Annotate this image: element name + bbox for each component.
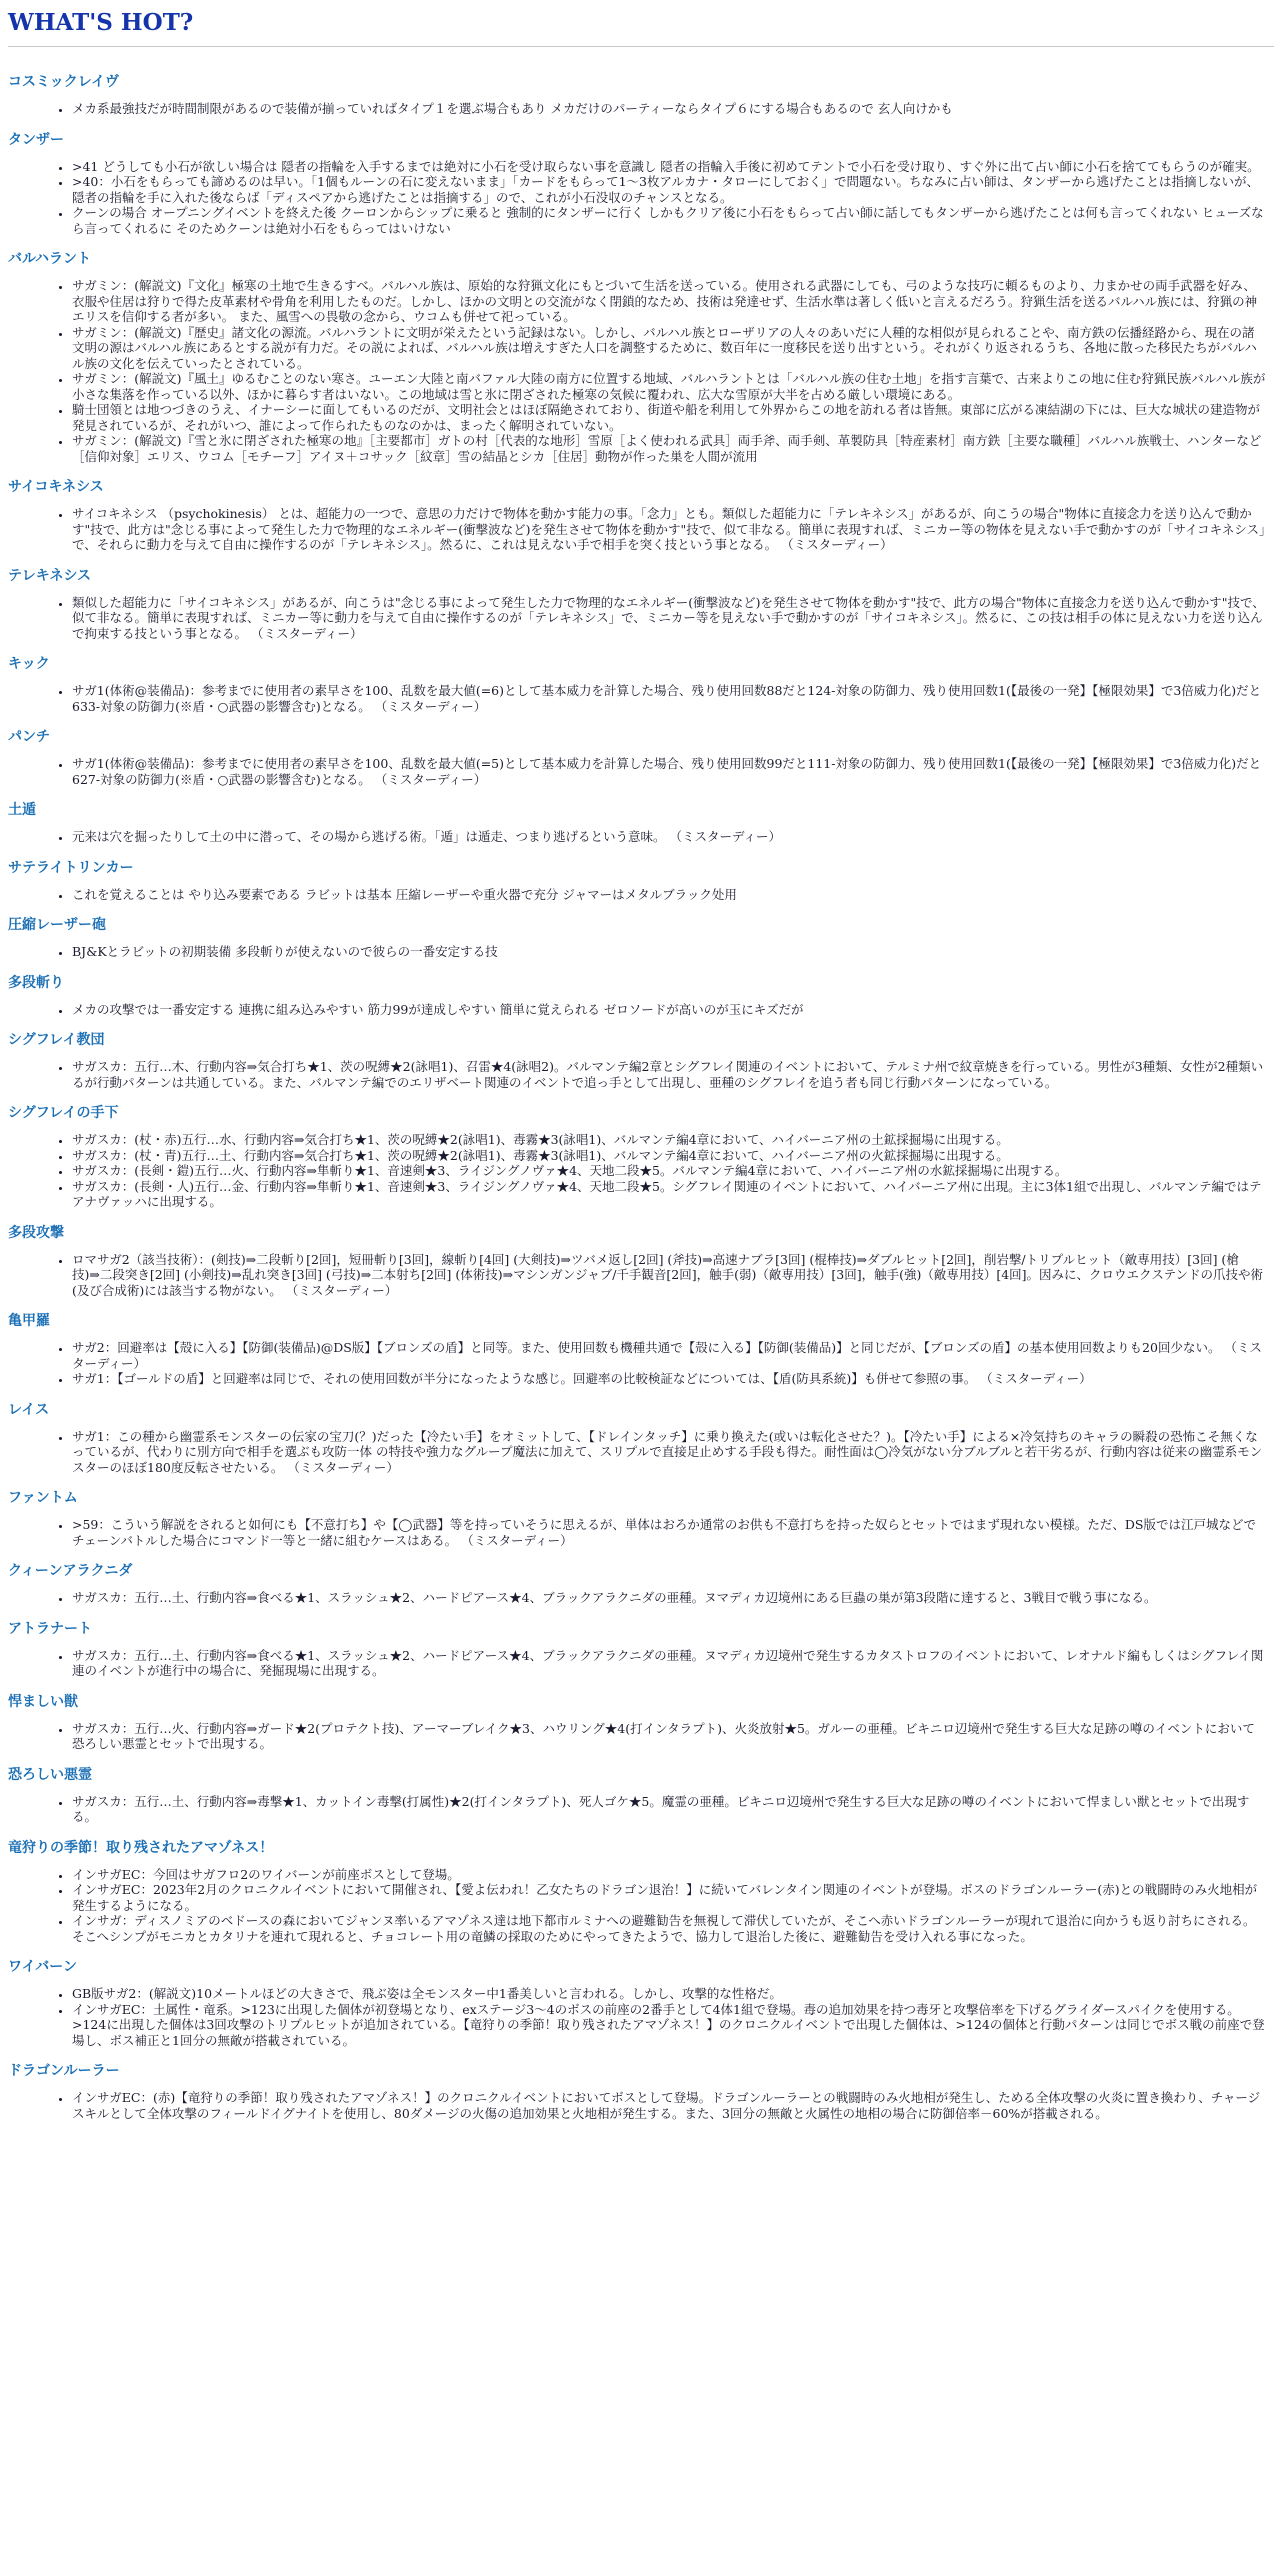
section [8,1693,1274,1752]
section-heading: ワイバーン [8,1959,78,1975]
section-list [8,278,1274,464]
section-list [8,1517,1274,1548]
list-item: • >40：小石をもらっても諦めるのは早い。「1個もルーンの石に変えないまま」「カードをもらって1～3枚アルカナ・タローにしておく」で問題ない。ちなみに占い師は、タンザーから逃げたことは指摘しないが、隠者の指輪を手に入れた後ならば「ディスペアから逃げたことは指摘する」ので、これが小石没収のチャンスとなる。 [72,174,1274,205]
list-item: • サガ1(体術@装備品)：参考までに使用者の素早さを100、乱数を最大値(=5)として基本威力を計算した場合、残り使用回数99だと111-対象の防御力、残り使用回数1(【最後の一発】【極限効果】で3倍威力化)だと627-対象の防御力(※盾・○武器の影響含む)となる。 （ミスターディー） [72,756,1274,787]
list-item: • サガミン：(解説文)『風土』ゆるむことのない寒さ。ユーエン大陸と南バファル大陸の南方に位置する地域、バルハラントとは「バルハル族の住む土地」を指す言葉で、古来よりこの地に住む狩猟民族バルハル族が小さな集落を作っている以外、ほかに暮らす者はいない。この地域は雪と氷に閉ざされた極寒の気候に覆われ、広大な雪原が大半を占める厳しい環境にある。 [72,371,1274,402]
section-list [8,595,1274,642]
list-item: • サガミン：(解説文)『文化』極寒の土地で生きるすべ。バルハル族は、原始的な狩猟文化にもとづいて生活を送っている。使用される武器にしても、弓のような技巧に頼るものより、力まかせの両手武器を好み、衣服や住居は狩りで得た皮革素材や骨角を利用したものだ。しかし、ほかの文明との交流がなく閉鎖的なため、技術は発達せず、生活水準は著しく低いと言えるだろう。狩猟生活を送るバルハル族には、狩猟の神エリスを信仰する者が多い。 また、風雪への畏敬の念から、ウコムも併せて祀っている。 [72,278,1274,325]
section-heading: 恐ろしい悪霊 [8,1766,92,1783]
list-item: • インサガ：ディスノミアのベドースの森においてジャンヌ率いるアマゾネス達は地下都市ルミナへの避難勧告を無視して滞伏していたが、そこへ赤いドラゴンルーラーが現れて退治に向かうも返り討ちにされる。そこへシンプがモニカとカタリナを連れて現れると、チョコレート用の竜鱗の採取のためにやってきたようで、協力して退治した後に、避難勧告を受け入れる事になった。 [72,1913,1274,1944]
section-list [8,1794,1274,1825]
section-heading: クィーンアラクニダ [8,1563,133,1579]
section [8,859,1274,903]
section-heading: 竜狩りの季節！取り残されたアマゾネス！ [8,1839,274,1856]
section-list [8,1590,1274,1606]
list-item: • サガスカ：(長剣・鎧)五行…火、行動内容⇒隼斬り★1、音速剣★3、ライジングノヴァ★4、天地二段★5。バルマンテ編4章において、ハイバーニア州の水鉱採掘場に出現する。 [72,1163,1274,1179]
list-item: • インサガEC：(赤)【竜狩りの季節！取り残されたアマゾネス！】のクロニクルイベントにおいてボスとして登場。ドラゴンルーラーとの戦闘時のみ火地相が発生し、ためる全体攻撃の火炎に置き換わり、チャージスキルとして全体攻撃のフィールドイグナイトを使用し、80ダメージの火傷の追加効果と火地相が発生する。また、3回分の無敵と火属性の地相の場合に防御倍率－60%が搭載される。 [72,2090,1274,2121]
list-item: • メカ系最強技だが時間制限があるので装備が揃っていればタイプ１を選ぶ場合もあり メカだけのパーティーならタイプ６にする場合もあるので 玄人向けかも [72,101,1274,117]
section-heading: ドラゴンルーラー [8,2063,120,2079]
section [8,567,1274,642]
section-list [8,1252,1274,1299]
section-heading: レイス [8,1401,50,1418]
section [8,1489,1274,1548]
section-heading: サテライトリンカー [8,859,134,876]
section [8,974,1274,1018]
list-item: • サガ1：この種から幽霊系モンスターの伝家の宝刀(？)だった【冷たい手】をオミットして、【ドレインタッチ】に乗り換えた(或いは転化させた？)。【冷たい手】による×冷気持ちのキャラの瞬殺の恐怖こそ無くなっているが、代わりに別方向で相手を選ぶも攻防一体 の特技や強力なグループ魔法に加えて、スリプルで直接足止めする手段も得た。耐性面は◯冷気がない分ブルブルと若干劣るが、行動内容は従来の幽霊系モンスターのほぼ180度反転させたいる。 （ミスターディー） [72,1429,1274,1476]
section-heading: コスミックレイヴ [8,74,120,90]
site-title: WHAT'S HOT? [8,9,194,36]
section-heading: パンチ [8,729,50,745]
list-item: • 類似した超能力に「サイコキネシス」があるが、向こうは"念じる事によって発生した力で物理的なエネルギー(衝撃波など)を発生させて物体を動かす"技で、此方の場合"物体に直接念力を送り込んで動かす"技で、似て非なる。簡単に表現すれば、ミニカー等に動力を与えて自由に操作するのが「テレキネシス」で、ミニカー等を見えない手で動かすのが「サイコキネシス」。然るに、この技は相手の体に見えない力を送り込んで拘束する技という事となる。 （ミスターディー） [72,595,1274,642]
section [8,1958,1274,2048]
section-list [8,683,1274,714]
section-heading: シグフレイの手下 [8,1105,119,1121]
section [8,1224,1274,1299]
list-item: • インサガEC：2023年2月のクロニクルイベントにおいて開催され、【愛よ伝われ！乙女たちのドラゴン退治！】に続いてバレンタイン関連のイベントが登場。ボスのドラゴンルーラー(赤)との戦闘時のみ火地相が発生するようになる。 [72,1882,1274,1913]
list-item: • サガスカ：五行…土、行動内容⇒食べる★1、スラッシュ★2、ハードピアース★4、ブラックアラクニダの亜種。ヌマディカ辺境州で発生するカタストロフのイベントにおいて、レオナルド編もしくはシグフレイ関連のイベントが進行中の場合に、発掘現場に出現する。 [72,1648,1274,1679]
list-item: • これを覚えることは やり込み要素である ラビットは基本 圧縮レーザーや重火器で充分 ジャマーはメタルブラック处用 [72,887,1274,903]
list-item: • サガ2：回避率は【殻に入る】【防御(装備品)@DS版】【ブロンズの盾】と同等。また、使用回数も機種共通で【殻に入る】【防御(装備品)】と同じだが、【ブロンズの盾】の基本使用回数よりも20回少ない。 （ミスターディー） [72,1340,1274,1371]
section-list [8,887,1274,903]
section-list [8,1002,1274,1018]
section-heading: タンザー [8,131,64,148]
section [8,2062,1274,2121]
section-list [8,1059,1274,1090]
section [8,1401,1274,1476]
list-item: • サガスカ：(杖・赤)五行…水、行動内容⇒気合打ち★1、茨の呪縛★2(詠唱1)、毒霧★3(詠唱1)、バルマンテ編4章において、ハイバーニア州の土鉱採掘場に出現する。 [72,1132,1274,1148]
list-item: • >59：こういう解説をされると如何にも【不意打ち】や【◯武器】等を持っていそうに思えるが、単体はおろか通常のお供も不意打ちを持った奴らとセットではまず現れない模様。ただ、DS版では江戸城などでチェーンバトルした場合にコマンド一等と一緒に組むケースはある。 （ミスターディー） [72,1517,1274,1548]
section-list [8,1429,1274,1476]
section [8,801,1274,845]
section-list [8,2090,1274,2121]
section [8,1104,1274,1210]
list-item: • サガスカ：五行…土、行動内容⇒食べる★1、スラッシュ★2、ハードピアース★4、ブラックアラクニダの亜種。ヌマディカ辺境州にある巨蟲の巣が第3段階に達すると、3戦目で戦う事になる。 [72,1590,1274,1606]
section [8,1312,1274,1387]
section-list [8,756,1274,787]
section [8,73,1274,117]
section-heading: 多段斬り [8,974,64,991]
section [8,916,1274,960]
list-item: • サガ1(体術@装備品)：参考までに使用者の素早さを100、乱数を最大値(=6)として基本威力を計算した場合、残り使用回数88だと124-対象の防御力、残り使用回数1(【最後の一発】【極限効果】で3倍威力化)だと633-対象の防御力(※盾・○武器の影響含む)となる。 （ミスターディー） [72,683,1274,714]
section-heading: テレキネシス [8,567,92,584]
section-heading: サイコキネシス [8,479,104,495]
section-heading: 悍ましい獣 [8,1693,78,1710]
section [8,131,1274,237]
section-list [8,1340,1274,1387]
list-item: • メカの攻撃では一番安定する 連携に組み込みやすい 筋力99が達成しやすい 簡単に覚えられる ゼロソードが高いのが玉にキズだが [72,1002,1274,1018]
list-item: • GB版サガ2：(解説文)10メートルほどの大きさで、飛ぶ姿は全モンスター中1番美しいと言われる。しかし、攻撃的な性格だ。 [72,1986,1274,2002]
list-item: • サガミン：(解説文)『歴史』諸文化の源流。バルハラントに文明が栄えたという記録はない。しかし、バルハル族とローザリアの人々のあいだに人種的な相似が見られることや、南方鉄の伝播経路から、現在の諸文明の源はバルハル族にあるとする説が有力だ。その説によれば、バルハル族は増えすぎた人口を調整するために、数百年に一度移民を送り出すという。それがくり返されるうち、各地に散った移民たちがバルハル族の文化を伝えていったとされている。 [72,325,1274,372]
list-item: • サガ1：【ゴールドの盾】と回避率は同じで、それの使用回数が半分になったような感じ。回避率の比較検証などについては、【盾(防具系統)】も併せて参照の事。 （ミスターディー） [72,1371,1274,1387]
list-item: • クーンの場合 オープニングイベントを終えた後 クーロンからシップに乗ると 強制的にタンザーに行く しかもクリア後に小石をもらって占い師に話してもタンザーから逃げたことは何も言ってくれない ヒューズなら言ってくれるに そのためクーンは絶対小石をもらってはいけない [72,205,1274,236]
section-heading: アトラナート [8,1620,92,1637]
section-heading: キック [8,656,50,672]
section-list [8,1132,1274,1210]
list-item: • サガミン：(解説文)『雪と氷に閉ざされた極寒の地』［主要都市］ガトの村［代表的な地形］雪原［よく使われる武具］両手斧、両手剣、革製防具［特産素材］南方鉄［主要な職種］バルハル族戦士、ハンターなど［信仰対象］エリス、ウコム［モチーフ］アイヌ＋コサック［紋章］雪の結晶とシカ［住居］動物が作った巣を人間が流用 [72,433,1274,464]
list-item: • ロマサガ2（該当技術）：(剣技)⇒二段斬り[2回]，短冊斬り[3回]，線斬り[4回] (大剣技)⇒ツバメ返し[2回] (斧技)⇒高速ナブラ[3回] (棍棒技)⇒ダブルヒット[2回]，削岩撃/トリプルヒット（敵専用技）[3回] (槍技)⇒二段突き[2回] (小剣技)⇒乱れ突き[3回] (弓技)⇒二本射ち[2回] (体術技)⇒マシンガンジャブ/千手観音[2回]，触手(弱)（敵専用技）[3回]，触手(強)（敵専用技）[4回]。因みに、クロウエクステンドの爪技や術(及び合成術)には該当する物がない。 （ミスターディー） [72,1252,1274,1299]
list-item: • サイコキネシス （psychokinesis） とは、超能力の一つで、意思の力だけで物体を動かす能力の事。「念力」とも。類似した超能力に「テレキネシス」があるが、向こうの場合"物体に直接念力を送り込んで動かす"技で、此方は"念じる事によって発生した力で物理的なエネルギー(衝撃波など)を発生させて物体を動かす"技で、似て非なる。簡単に表現すれば、ミニカー等の物体を見えない手で動かすのが「サイコキネシス」で、それらに動力を与えて自由に操作するのが「テレキネシス」。然るに、これは見えない手で相手を突く技という事となる。 （ミスターディー） [72,506,1274,553]
section [8,1031,1274,1090]
section-list [8,829,1274,845]
section-heading: 土遁 [8,802,36,818]
section-list [8,101,1274,117]
sections-container [8,73,1274,2121]
section-heading: ファントム [8,1490,78,1506]
list-item: • 元来は穴を掘ったりして土の中に潜って、その場から逃げる術。「遁」は遁走、つまり逃げるという意味。 （ミスターディー） [72,829,1274,845]
section-list [8,1721,1274,1752]
section [8,250,1274,464]
list-item: • >41 どうしても小石が欲しい場合は 隠者の指輪を入手するまでは絶対に小石を受け取らない事を意識し 隠者の指輪入手後に初めてテントで小石を受け取り、すぐ外に出て占い師に小石を捨ててもらうのが確実。 [72,159,1274,175]
list-item: • 騎士団領とは地つづきのうえ、イナーシーに面してもいるのだが、文明社会とはほぼ隔絶されており、街道や船を利用して外界からこの地を訪れる者は皆無。東部に広がる凍結湖の下には、巨大な城状の建造物が発見されているが、それがいつ、誰によって作られたものなのかは、まったく解明されていない。 [72,402,1274,433]
section [8,1620,1274,1679]
section-list [8,1648,1274,1679]
list-item: • サガスカ：五行…木、行動内容⇒気合打ち★1、茨の呪縛★2(詠唱1)、召雷★4(詠唱2)。バルマンテ編2章とシグフレイ関連のイベントにおいて、テルミナ州で紋章焼きを行っている。男性が3種類、女性が2種類いるが行動パターンは共通している。また、バルマンテ編でのエリザベート関連のイベントで追っ手として出現し、亜種のシグフレイを追う者も同じ行動パターンになっている。 [72,1059,1274,1090]
section [8,728,1274,787]
list-item: • サガスカ：五行…土、行動内容⇒毒撃★1、カットイン毒撃(打属性)★2(打インタラプト)、死人ゴケ★5。魔霊の亜種。ビキニロ辺境州で発生する巨大な足跡の噂のイベントにおいて悍ましい獣とセットで出現する。 [72,1794,1274,1825]
section-heading: 圧縮レーザー砲 [8,917,106,933]
section [8,655,1274,714]
section [8,1839,1274,1945]
section [8,478,1274,553]
section-list [8,1867,1274,1945]
section-list [8,506,1274,553]
section-list [8,159,1274,237]
section-heading: 亀甲羅 [8,1313,50,1329]
section-heading: バルハラント [8,251,92,267]
section [8,1562,1274,1606]
list-item: • インサガEC：今回はサガフロ2のワイバーンが前座ボスとして登場。 [72,1867,1274,1883]
list-item: • サガスカ：(杖・青)五行…土、行動内容⇒気合打ち★1、茨の呪縛★2(詠唱1)、毒霧★3(詠唱1)、バルマンテ編4章において、ハイバーニア州の火鉱採掘場に出現する。 [72,1148,1274,1164]
list-item: • サガスカ：(長剣・人)五行…金、行動内容⇒隼斬り★1、音速剣★3、ライジングノヴァ★4、天地二段★5。シグフレイ関連のイベントにおいて、ハイバーニア州に出現。主に3体1組で出現し、バルマンテ編ではテアナヴァッハに出現する。 [72,1179,1274,1210]
list-item: • インサガEC：土属性・竜系。>123に出現した個体が初登場となり、exステージ3～4のボスの前座の2番手として4体1組で登場。毒の追加効果を持つ毒牙と攻撃倍率を下げるグライダースパイクを使用する。>124に出現した個体は3回攻撃のトリプルヒットが追加されている。【竜狩りの季節！取り残されたアマゾネス！】のクロニクルイベントで出現した個体は、>124の個体と行動パターンは同じでボス戦の前座で登場し、ボス補正と1回分の無敵が搭載されている。 [72,2002,1274,2049]
list-item: • BJ&Kとラビットの初期装備 多段斬りが使えないので彼らの一番安定する技 [72,944,1274,960]
list-item: • サガスカ：五行…火、行動内容⇒ガード★2(プロテクト技)、アーマーブレイク★3、ハウリング★4(打インタラプト)、火炎放射★5。ガルーの亜種。ビキニロ辺境州で発生する巨大な足跡の噂のイベントにおいて恐ろしい悪霊とセットで出現する。 [72,1721,1274,1752]
title-divider [8,46,1274,47]
section [8,1766,1274,1825]
section-heading: シグフレイ教団 [8,1032,105,1048]
section-list [8,1986,1274,2048]
section-heading: 多段攻撃 [8,1224,64,1241]
section-list [8,944,1274,960]
